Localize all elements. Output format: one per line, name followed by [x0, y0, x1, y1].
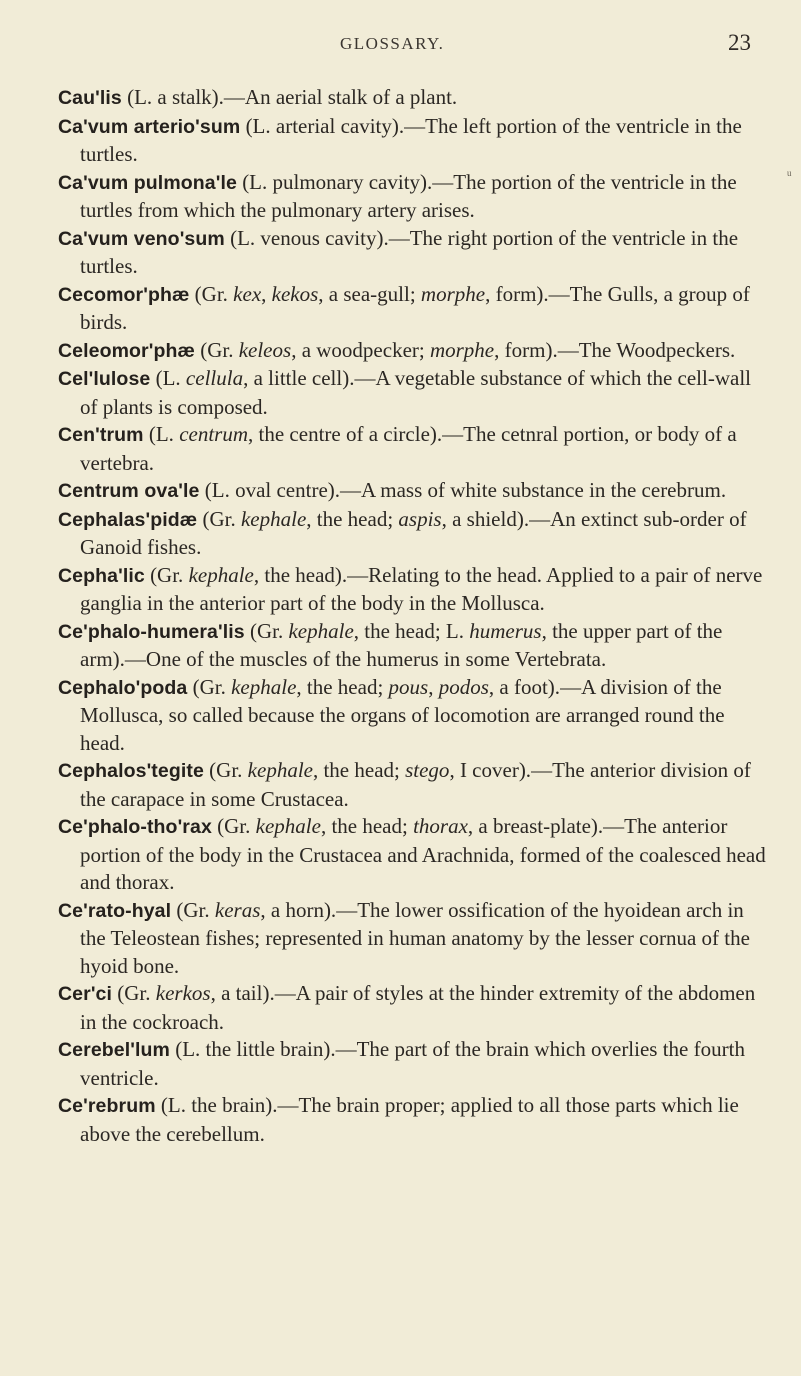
- entry-definition: —The part of the brain which overlies the fourth ventricle.: [80, 1037, 745, 1090]
- glossary-entry: [58, 84, 770, 113]
- entry-definition: —A pair of styles at the hinder extremity of the abdomen in the cockroach.: [80, 981, 756, 1034]
- glossary-entry: [58, 618, 770, 674]
- entry-etymology: (L. venous cavity).: [230, 225, 389, 250]
- entry-etymology: (L. centrum, the centre of a circle).: [148, 422, 443, 446]
- entry-etymology: (Gr. kex, kekos, a sea-gull; morphe, form).: [194, 281, 549, 306]
- entry-definition: —A division of the Mollusca, so called because the organs of locomotion are arranged round the head.: [80, 674, 725, 755]
- glossary-entries: [58, 84, 770, 1148]
- entry-term: Ca'vum arterio'sum: [58, 115, 241, 138]
- entry-term: Cer'ci: [58, 983, 113, 1005]
- entry-term: Cephalo'poda: [58, 676, 188, 699]
- glossary-entry: [58, 674, 770, 758]
- entry-term: Ca'vum pulmona'le: [58, 171, 237, 194]
- entry-term: Ce'phalo-tho'rax: [58, 816, 212, 838]
- glossary-entry: [58, 281, 770, 337]
- glossary-entry: [58, 421, 770, 477]
- entry-term: Cen'trum: [58, 424, 144, 446]
- entry-term: Cecomor'phæ: [58, 283, 190, 306]
- entry-definition: —An aerial stalk of a plant.: [223, 85, 458, 109]
- entry-etymology: (L. cellula, a little cell).: [155, 366, 355, 390]
- entry-definition: —One of the muscles of the humerus in some Vertebrata.: [124, 647, 607, 671]
- entry-definition: —The Woodpeckers.: [557, 337, 736, 362]
- entry-definition: —The lower ossification of the hyoidean arch in the Teleostean fishes; represented in human anatomy by the lesser cornua of the hyoid bone.: [80, 897, 750, 978]
- entry-etymology: (Gr. keleos, a woodpecker; morphe, form).: [200, 337, 558, 362]
- entry-term: Cel'lulose: [58, 368, 151, 390]
- entry-term: Cau'lis: [58, 87, 122, 109]
- entry-term: Celeomor'phæ: [58, 339, 195, 362]
- glossary-entry: [58, 1036, 770, 1092]
- entry-etymology: (Gr. kephale, the head).: [150, 562, 348, 587]
- entry-term: Cephalas'pidæ: [58, 508, 198, 531]
- margin-mark: u: [787, 168, 792, 178]
- entry-etymology: (Gr. kephale, the head; aspis, a shield).: [202, 506, 530, 531]
- entry-etymology: (L. arterial cavity).: [245, 113, 405, 138]
- entry-definition: —An extinct sub-order of Ganoid fishes.: [80, 506, 747, 559]
- glossary-entry: [58, 506, 770, 562]
- glossary-entry: [58, 897, 770, 981]
- entry-etymology: (Gr. kephale, the head; stego, I cover).: [209, 758, 532, 782]
- page-number: 23: [728, 30, 751, 55]
- entry-definition: —The Gulls, a group of birds.: [80, 281, 750, 334]
- entry-etymology: (L. oval centre).: [204, 478, 341, 502]
- entry-etymology: (L. a stalk).: [127, 85, 224, 109]
- entry-term: Ce'rato-hyal: [58, 899, 172, 922]
- glossary-entry: [58, 757, 770, 813]
- entry-term: Ca'vum veno'sum: [58, 227, 225, 250]
- glossary-entry: [58, 813, 770, 897]
- entry-term: Cepha'lic: [58, 564, 145, 587]
- glossary-entry: [58, 225, 770, 281]
- entry-definition: —The anterior division of the carapace in some Crustacea.: [80, 758, 751, 811]
- entry-term: Ce'rebrum: [58, 1095, 156, 1117]
- entry-definition: —The cetnral portion, or body of a vertebra.: [80, 422, 737, 475]
- glossary-entry: [58, 365, 770, 421]
- entry-definition: —The right portion of the ventricle in the turtles.: [80, 225, 739, 278]
- entry-etymology: (Gr. kephale, the head; pous, podos, a foot).: [192, 674, 561, 699]
- glossary-entry: [58, 169, 770, 225]
- entry-etymology: (Gr. keras, a horn).: [176, 897, 337, 922]
- entry-etymology: (L. pulmonary cavity).: [242, 169, 433, 194]
- glossary-entry: [58, 562, 770, 618]
- entry-term: Centrum ova'le: [58, 480, 200, 502]
- running-title: GLOSSARY.: [340, 34, 445, 53]
- entry-definition: —The anterior portion of the body in the Crustacea and Arachnida, formed of the coalesced head and thorax.: [80, 814, 766, 894]
- glossary-entry: [58, 980, 770, 1036]
- glossary-entry: [58, 113, 770, 169]
- entry-definition: —The left portion of the ventricle in the turtles.: [80, 113, 742, 166]
- entry-definition: —A vegetable substance of which the cell-wall of plants is composed.: [80, 366, 751, 419]
- entry-definition: —The brain proper; applied to all those parts which lie above the cerebellum.: [80, 1093, 739, 1146]
- glossary-entry: [58, 337, 770, 366]
- entry-definition: —Relating to the head. Applied to a pair of nerve ganglia in the anterior part of the body in the Mollusca.: [80, 562, 763, 615]
- entry-etymology: (Gr. kephale, the head; thorax, a breast-plate).: [217, 814, 604, 838]
- entry-etymology: (Gr. kephale, the head; L. humerus, the upper part of the arm).: [80, 618, 723, 671]
- entry-etymology: (L. the brain).: [160, 1093, 278, 1117]
- entry-term: Cerebel'lum: [58, 1039, 170, 1061]
- entry-definition: —A mass of white substance in the cerebrum.: [340, 478, 727, 502]
- entry-etymology: (Gr. kerkos, a tail).: [117, 981, 275, 1005]
- running-head: [0, 30, 801, 58]
- entry-term: Cephalos'tegite: [58, 760, 204, 782]
- entry-etymology: (L. the little brain).: [175, 1037, 336, 1061]
- glossary-entry: [58, 1092, 770, 1148]
- glossary-entry: [58, 477, 770, 506]
- entry-term: Ce'phalo-humera'lis: [58, 620, 245, 643]
- entry-definition: —The portion of the ventricle in the turtles from which the pulmonary artery arises.: [80, 169, 737, 222]
